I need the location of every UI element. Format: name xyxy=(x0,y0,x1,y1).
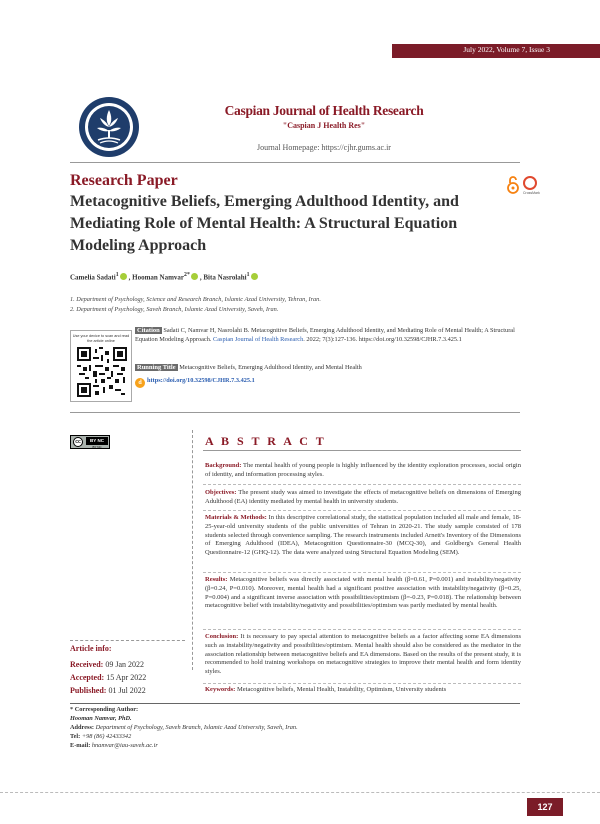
author-name: Bita Nasrolahi xyxy=(203,273,247,282)
column-divider xyxy=(192,430,193,670)
page-number: 127 xyxy=(527,798,563,816)
doi-icon: d xyxy=(135,378,145,388)
running-title xyxy=(135,364,521,371)
received-label: Received: xyxy=(70,660,104,669)
abstract-background xyxy=(205,462,521,480)
keywords-text: Metacognitive beliefs, Mental Health, Instability, Optimism, University students xyxy=(236,686,447,693)
abstract-objectives xyxy=(205,489,521,507)
doi-link[interactable]: https://doi.org/10.32598/CJHR.7.3.425.1 xyxy=(147,377,255,384)
abstract-label: Conclusion: xyxy=(205,633,239,640)
author-name: Hooman Namvar xyxy=(132,273,185,282)
qr-code-box[interactable] xyxy=(70,330,132,402)
tel-label: Tel: xyxy=(70,733,81,740)
author-list: Camelia Sadati$^1$ , Hooman Namvar$^{2*}$ , Bita Nasrolahi$^1$ xyxy=(70,272,260,281)
author-name: Camelia Sadati xyxy=(70,273,116,282)
header-divider xyxy=(70,162,520,163)
tel-value: +98 (86) 42433342 xyxy=(81,733,132,740)
abstract-section-divider xyxy=(203,629,521,630)
abstract-label: Background: xyxy=(205,462,242,469)
journal-short-name: "Caspian J Health Res" xyxy=(282,121,366,130)
paper-title: Metacognitive Beliefs, Emerging Adulthood Identity, and Mediating Role of Mental Health: A Structural Equation Modeling Approach xyxy=(70,193,459,254)
citation xyxy=(135,327,521,344)
cc-license-badge[interactable] xyxy=(70,435,110,449)
crossmark-badge[interactable] xyxy=(523,176,540,198)
email-label: E-mail: xyxy=(70,742,91,749)
orcid-icon[interactable] xyxy=(191,273,198,280)
qr-code xyxy=(77,347,127,397)
crossmark-label: CrossMark xyxy=(523,191,540,195)
paper-type: Research Paper xyxy=(70,172,178,189)
running-title-label: Running Title xyxy=(137,364,176,371)
received-date xyxy=(70,660,144,669)
published-date xyxy=(70,686,146,695)
address-label: Address: xyxy=(70,724,95,731)
cc-by-nc-label: BY NC xyxy=(86,437,108,445)
published-label: Published: xyxy=(70,686,107,695)
abstract-results xyxy=(205,576,521,611)
accepted-value: 15 Apr 2022 xyxy=(106,673,147,682)
article-info-divider xyxy=(70,640,185,641)
crossmark-icon xyxy=(523,176,537,190)
affiliation: 2. Department of Psychology, Saveh Branch, Islamic Azad University, Saveh, Iran. xyxy=(70,306,279,313)
affiliation: 1. Department of Psychology, Science and Research Branch, Islamic Azad University, Tehran, Iran. xyxy=(70,296,321,303)
abstract-conclusion xyxy=(205,633,521,677)
journal-title: Caspian Journal of Health Research xyxy=(224,103,424,118)
journal-homepage[interactable]: Journal Homepage: https://cjhr.gums.ac.ir xyxy=(257,143,391,152)
running-title-text: Metacognitive Beliefs, Emerging Adulthood Identity, and Mental Health xyxy=(179,364,362,371)
abstract-section-divider xyxy=(203,484,521,485)
abstract-heading: A B S T R A C T xyxy=(205,434,327,448)
citation-text: Sadati C, Namvar H, Nasrolahi B. Metacognitive Beliefs, Emerging Adulthood Identity, and Mediating Role of Mental Health; A Structural Equation Modeling Approach. xyxy=(135,327,515,343)
issue-label: July 2022, Volume 7, Issue 3 xyxy=(463,45,550,54)
abstract-text: In this descriptive correlational study, the statistical population included all male and female, 18-25-year-old university students of the public universities of Tehran in 2020-21. The study sample consisted of 178 students selected through convenience sampling. The research instruments included Arnett's Inventory of the Dimensions of Emerging Adulthood (IDEA), Metacognition Questionnaire-30 (MCQ-30), and Goldberg's General Health Questionnaire-12 (GHQ-12). The data were analyzed using Structural Equation Modeling (SEM). xyxy=(205,514,522,557)
issue-bar xyxy=(392,44,600,58)
section-divider xyxy=(70,412,520,413)
citation-label: Citation xyxy=(137,327,160,334)
abstract-text: The present study was aimed to investigate the effects of metacognitive beliefs on dimensions of Emerging Adulthood (EA) identity mediated by mental health in university students. xyxy=(205,489,521,505)
open-access-icon xyxy=(506,176,520,194)
doi-line[interactable] xyxy=(135,377,255,388)
qr-caption: Use your device to scan and read the article online xyxy=(72,334,130,343)
article-info-heading: Article info: xyxy=(70,644,112,653)
page-divider xyxy=(0,792,600,793)
corresponding-email xyxy=(70,742,158,749)
abstract-section-divider xyxy=(203,572,521,573)
abstract-label: Results: xyxy=(205,576,228,583)
author-sup: 2* xyxy=(184,272,190,278)
corresponding-address xyxy=(70,724,298,731)
abstract-methods xyxy=(205,514,521,558)
received-value: 09 Jan 2022 xyxy=(105,660,144,669)
accepted-label: Accepted: xyxy=(70,673,105,682)
abstract-text: It is necessary to pay special attention to metacognitive beliefs as a factor affecting some EA dimensions such as instability/negativity and possibilities/optimism. Mental health should also be considered as the mediator in the association relationship between metacognitive beliefs and EA dimensions. Based on the results of the present study, it is recommended to hold training workshops on metacognitive strategies to improve their mental health and form identity styles. xyxy=(205,633,522,676)
orcid-icon[interactable] xyxy=(251,273,258,280)
abstract-text: The mental health of young people is highly influenced by the identity exploration processes, social origin of identity, and information processing styles. xyxy=(205,462,521,478)
cc-icon: cc xyxy=(73,437,83,447)
citation-journal-link[interactable]: Caspian Journal of Health Research xyxy=(213,335,304,343)
author-sup: 1 xyxy=(246,272,250,278)
keywords-label: Keywords: xyxy=(205,686,236,693)
abstract-section-divider xyxy=(203,683,521,684)
orcid-icon[interactable] xyxy=(120,273,127,280)
accepted-date xyxy=(70,673,146,682)
published-value: 01 Jul 2022 xyxy=(108,686,146,695)
abstract-keywords xyxy=(205,686,521,695)
corresponding-name: Hooman Namvar, PhD. xyxy=(70,715,132,722)
abstract-section-divider xyxy=(203,510,521,511)
cc-small-label: BY NC xyxy=(92,445,102,449)
abstract-divider xyxy=(203,450,521,451)
citation-tail: . 2022; 7(3):127-136. https://doi.org/10.32598/CJHR.7.3.425.1 xyxy=(303,335,462,343)
journal-logo xyxy=(78,96,140,158)
abstract-text: Metacognitive beliefs was directly associated with mental health (β=0.61, P=0.001) and instability/negativity (β=0.24, P=0.010). Moreover, mental health had a significant positive association with instability/negativity (β=0.25, P=0.004) and a significant inverse association with possibilities/optimism (β=-0.23, P=0.018). The relationship between metacognitive belief with instability/negativity and possibilities/optimism was partly mediated by mental health. xyxy=(205,576,521,610)
abstract-label: Materials & Methods: xyxy=(205,514,267,521)
corresponding-heading: * Corresponding Author: xyxy=(70,706,139,713)
footer-divider xyxy=(70,703,520,704)
abstract-label: Objectives: xyxy=(205,489,237,496)
author-sup: 1 xyxy=(115,272,119,278)
address-value: Department of Psychology, Saveh Branch, Islamic Azad University, Saveh, Iran. xyxy=(95,724,298,731)
corresponding-tel xyxy=(70,733,131,740)
email-value[interactable]: hnamvar@iau-saveh.ac.ir xyxy=(91,742,158,749)
